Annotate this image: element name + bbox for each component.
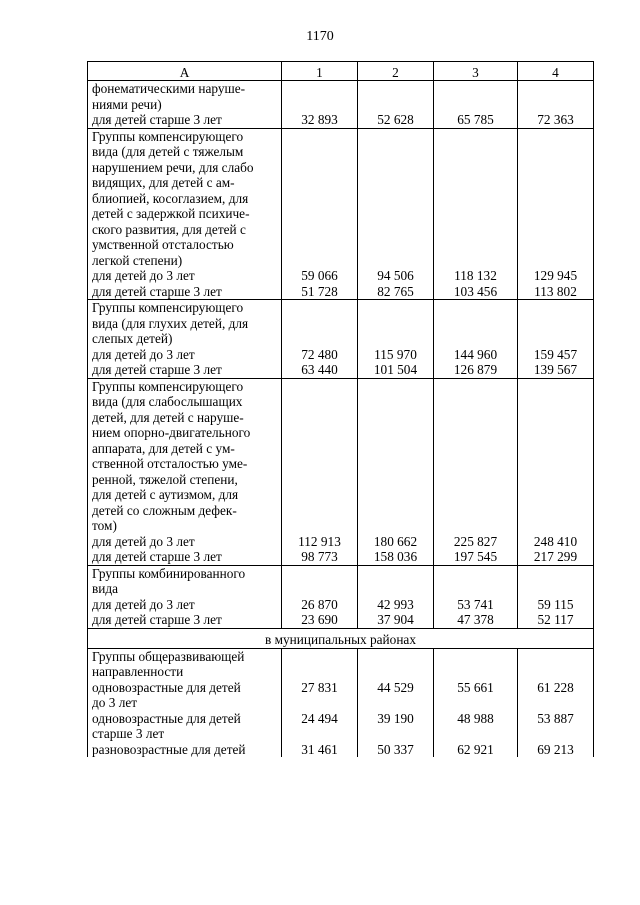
- cell-col-1: [282, 81, 358, 113]
- column-header-2: 2: [358, 62, 434, 81]
- cell-col-1: 23 690: [282, 612, 358, 628]
- cell-col-3: [434, 128, 518, 268]
- cell-col-3: 144 960: [434, 347, 518, 363]
- table-row: [88, 284, 594, 300]
- cell-col-4: [518, 300, 594, 347]
- cell-col-2: [358, 648, 434, 680]
- cell-col-1: 32 893: [282, 112, 358, 128]
- cell-col-3: [434, 300, 518, 347]
- table-row: [88, 612, 594, 628]
- cell-col-3: 53 741: [434, 597, 518, 613]
- group-heading: Группы общеразвивающей направленности: [88, 648, 282, 680]
- table-row: [88, 597, 594, 613]
- table-row: [88, 711, 594, 742]
- row-label: для детей до 3 лет: [88, 597, 282, 613]
- cell-col-1: 112 913: [282, 534, 358, 550]
- column-header-4: 4: [518, 62, 594, 81]
- cell-col-4: [518, 378, 594, 534]
- row-label: одновозрастные для детей до 3 лет: [88, 680, 282, 711]
- group-heading-row: [88, 81, 594, 113]
- cell-col-4: 248 410: [518, 534, 594, 550]
- cell-col-3: 126 879: [434, 362, 518, 378]
- cell-col-2: 52 628: [358, 112, 434, 128]
- cell-col-1: [282, 128, 358, 268]
- row-label: одновозрастные для детей старше 3 лет: [88, 711, 282, 742]
- cell-col-2: 37 904: [358, 612, 434, 628]
- cell-col-3: [434, 648, 518, 680]
- cell-col-3: 62 921: [434, 742, 518, 758]
- cell-col-4: 159 457: [518, 347, 594, 363]
- cell-col-3: 48 988: [434, 711, 518, 742]
- cell-col-4: 59 115: [518, 597, 594, 613]
- group-heading: Группы компенсирующего вида (для слабослышащих детей, для детей с наруше- нием опорно-двигательного аппарата, для детей с ум- ственной отсталостью уме- ренной, тяжелой степени, для детей с аутизмом, для детей со сложным дефек- том): [88, 378, 282, 534]
- cell-col-2: 158 036: [358, 549, 434, 565]
- row-label: для детей до 3 лет: [88, 534, 282, 550]
- row-label: для детей до 3 лет: [88, 268, 282, 284]
- row-label: для детей старше 3 лет: [88, 112, 282, 128]
- table-row: [88, 534, 594, 550]
- cell-col-1: 59 066: [282, 268, 358, 284]
- cell-col-4: [518, 81, 594, 113]
- cell-col-3: 55 661: [434, 680, 518, 711]
- cell-col-1: 51 728: [282, 284, 358, 300]
- column-header-3: 3: [434, 62, 518, 81]
- group-heading: фонематическими наруше- ниями речи): [88, 81, 282, 113]
- page-number: 1170: [306, 29, 334, 44]
- cell-col-2: 39 190: [358, 711, 434, 742]
- table-body: [88, 81, 594, 758]
- cell-col-4: [518, 648, 594, 680]
- cell-col-2: [358, 378, 434, 534]
- cell-col-1: [282, 648, 358, 680]
- section-row: [88, 628, 594, 648]
- table-row: [88, 549, 594, 565]
- cell-col-4: 61 228: [518, 680, 594, 711]
- cell-col-2: 42 993: [358, 597, 434, 613]
- cell-col-1: [282, 300, 358, 347]
- group-heading: Группы компенсирующего вида (для глухих детей, для слепых детей): [88, 300, 282, 347]
- cell-col-1: 27 831: [282, 680, 358, 711]
- cell-col-4: 217 299: [518, 549, 594, 565]
- cell-col-1: 63 440: [282, 362, 358, 378]
- cell-col-2: 44 529: [358, 680, 434, 711]
- cell-col-4: 129 945: [518, 268, 594, 284]
- cell-col-2: 115 970: [358, 347, 434, 363]
- cell-col-2: 50 337: [358, 742, 434, 758]
- group-heading: Группы комбинированного вида: [88, 565, 282, 597]
- table-row: [88, 362, 594, 378]
- table-row: [88, 112, 594, 128]
- column-header-1: 1: [282, 62, 358, 81]
- cell-col-2: 101 504: [358, 362, 434, 378]
- section-title: в муниципальных районах: [88, 628, 594, 648]
- cell-col-1: 31 461: [282, 742, 358, 758]
- row-label: для детей старше 3 лет: [88, 284, 282, 300]
- cell-col-4: 139 567: [518, 362, 594, 378]
- cell-col-2: 82 765: [358, 284, 434, 300]
- cell-col-1: 24 494: [282, 711, 358, 742]
- cell-col-2: 180 662: [358, 534, 434, 550]
- cell-col-3: [434, 81, 518, 113]
- cell-col-1: 72 480: [282, 347, 358, 363]
- group-heading-row: [88, 378, 594, 534]
- cell-col-2: 94 506: [358, 268, 434, 284]
- cell-col-4: 72 363: [518, 112, 594, 128]
- cell-col-3: [434, 378, 518, 534]
- cell-col-3: 118 132: [434, 268, 518, 284]
- cell-col-2: [358, 300, 434, 347]
- cell-col-3: 47 378: [434, 612, 518, 628]
- group-heading: Группы компенсирующего вида (для детей с тяжелым нарушением речи, для слабо видящих, для детей с ам- блиопией, косоглазием, для детей с задержкой психиче- ского развития, для детей с умственной отсталостью легкой степени): [88, 128, 282, 268]
- group-heading-row: [88, 128, 594, 268]
- cell-col-3: 225 827: [434, 534, 518, 550]
- cell-col-2: [358, 128, 434, 268]
- table-row: [88, 680, 594, 711]
- group-heading-row: [88, 648, 594, 680]
- row-label: для детей старше 3 лет: [88, 362, 282, 378]
- row-label: для детей старше 3 лет: [88, 549, 282, 565]
- cell-col-1: 98 773: [282, 549, 358, 565]
- allowance-table: [87, 61, 594, 757]
- cell-col-2: [358, 565, 434, 597]
- cell-col-3: [434, 565, 518, 597]
- row-label: для детей до 3 лет: [88, 347, 282, 363]
- cell-col-1: 26 870: [282, 597, 358, 613]
- cell-col-4: 113 802: [518, 284, 594, 300]
- table-row: [88, 742, 594, 758]
- group-heading-row: [88, 565, 594, 597]
- cell-col-3: 103 456: [434, 284, 518, 300]
- column-header-a: А: [88, 62, 282, 81]
- cell-col-4: [518, 565, 594, 597]
- row-label: разновозрастные для детей: [88, 742, 282, 758]
- cell-col-1: [282, 565, 358, 597]
- table-row: [88, 268, 594, 284]
- cell-col-4: 69 213: [518, 742, 594, 758]
- cell-col-4: 53 887: [518, 711, 594, 742]
- cell-col-1: [282, 378, 358, 534]
- cell-col-4: [518, 128, 594, 268]
- group-heading-row: [88, 300, 594, 347]
- cell-col-2: [358, 81, 434, 113]
- row-label: для детей старше 3 лет: [88, 612, 282, 628]
- cell-col-3: 197 545: [434, 549, 518, 565]
- cell-col-4: 52 117: [518, 612, 594, 628]
- table-row: [88, 347, 594, 363]
- cell-col-3: 65 785: [434, 112, 518, 128]
- table-header-row: [88, 62, 594, 81]
